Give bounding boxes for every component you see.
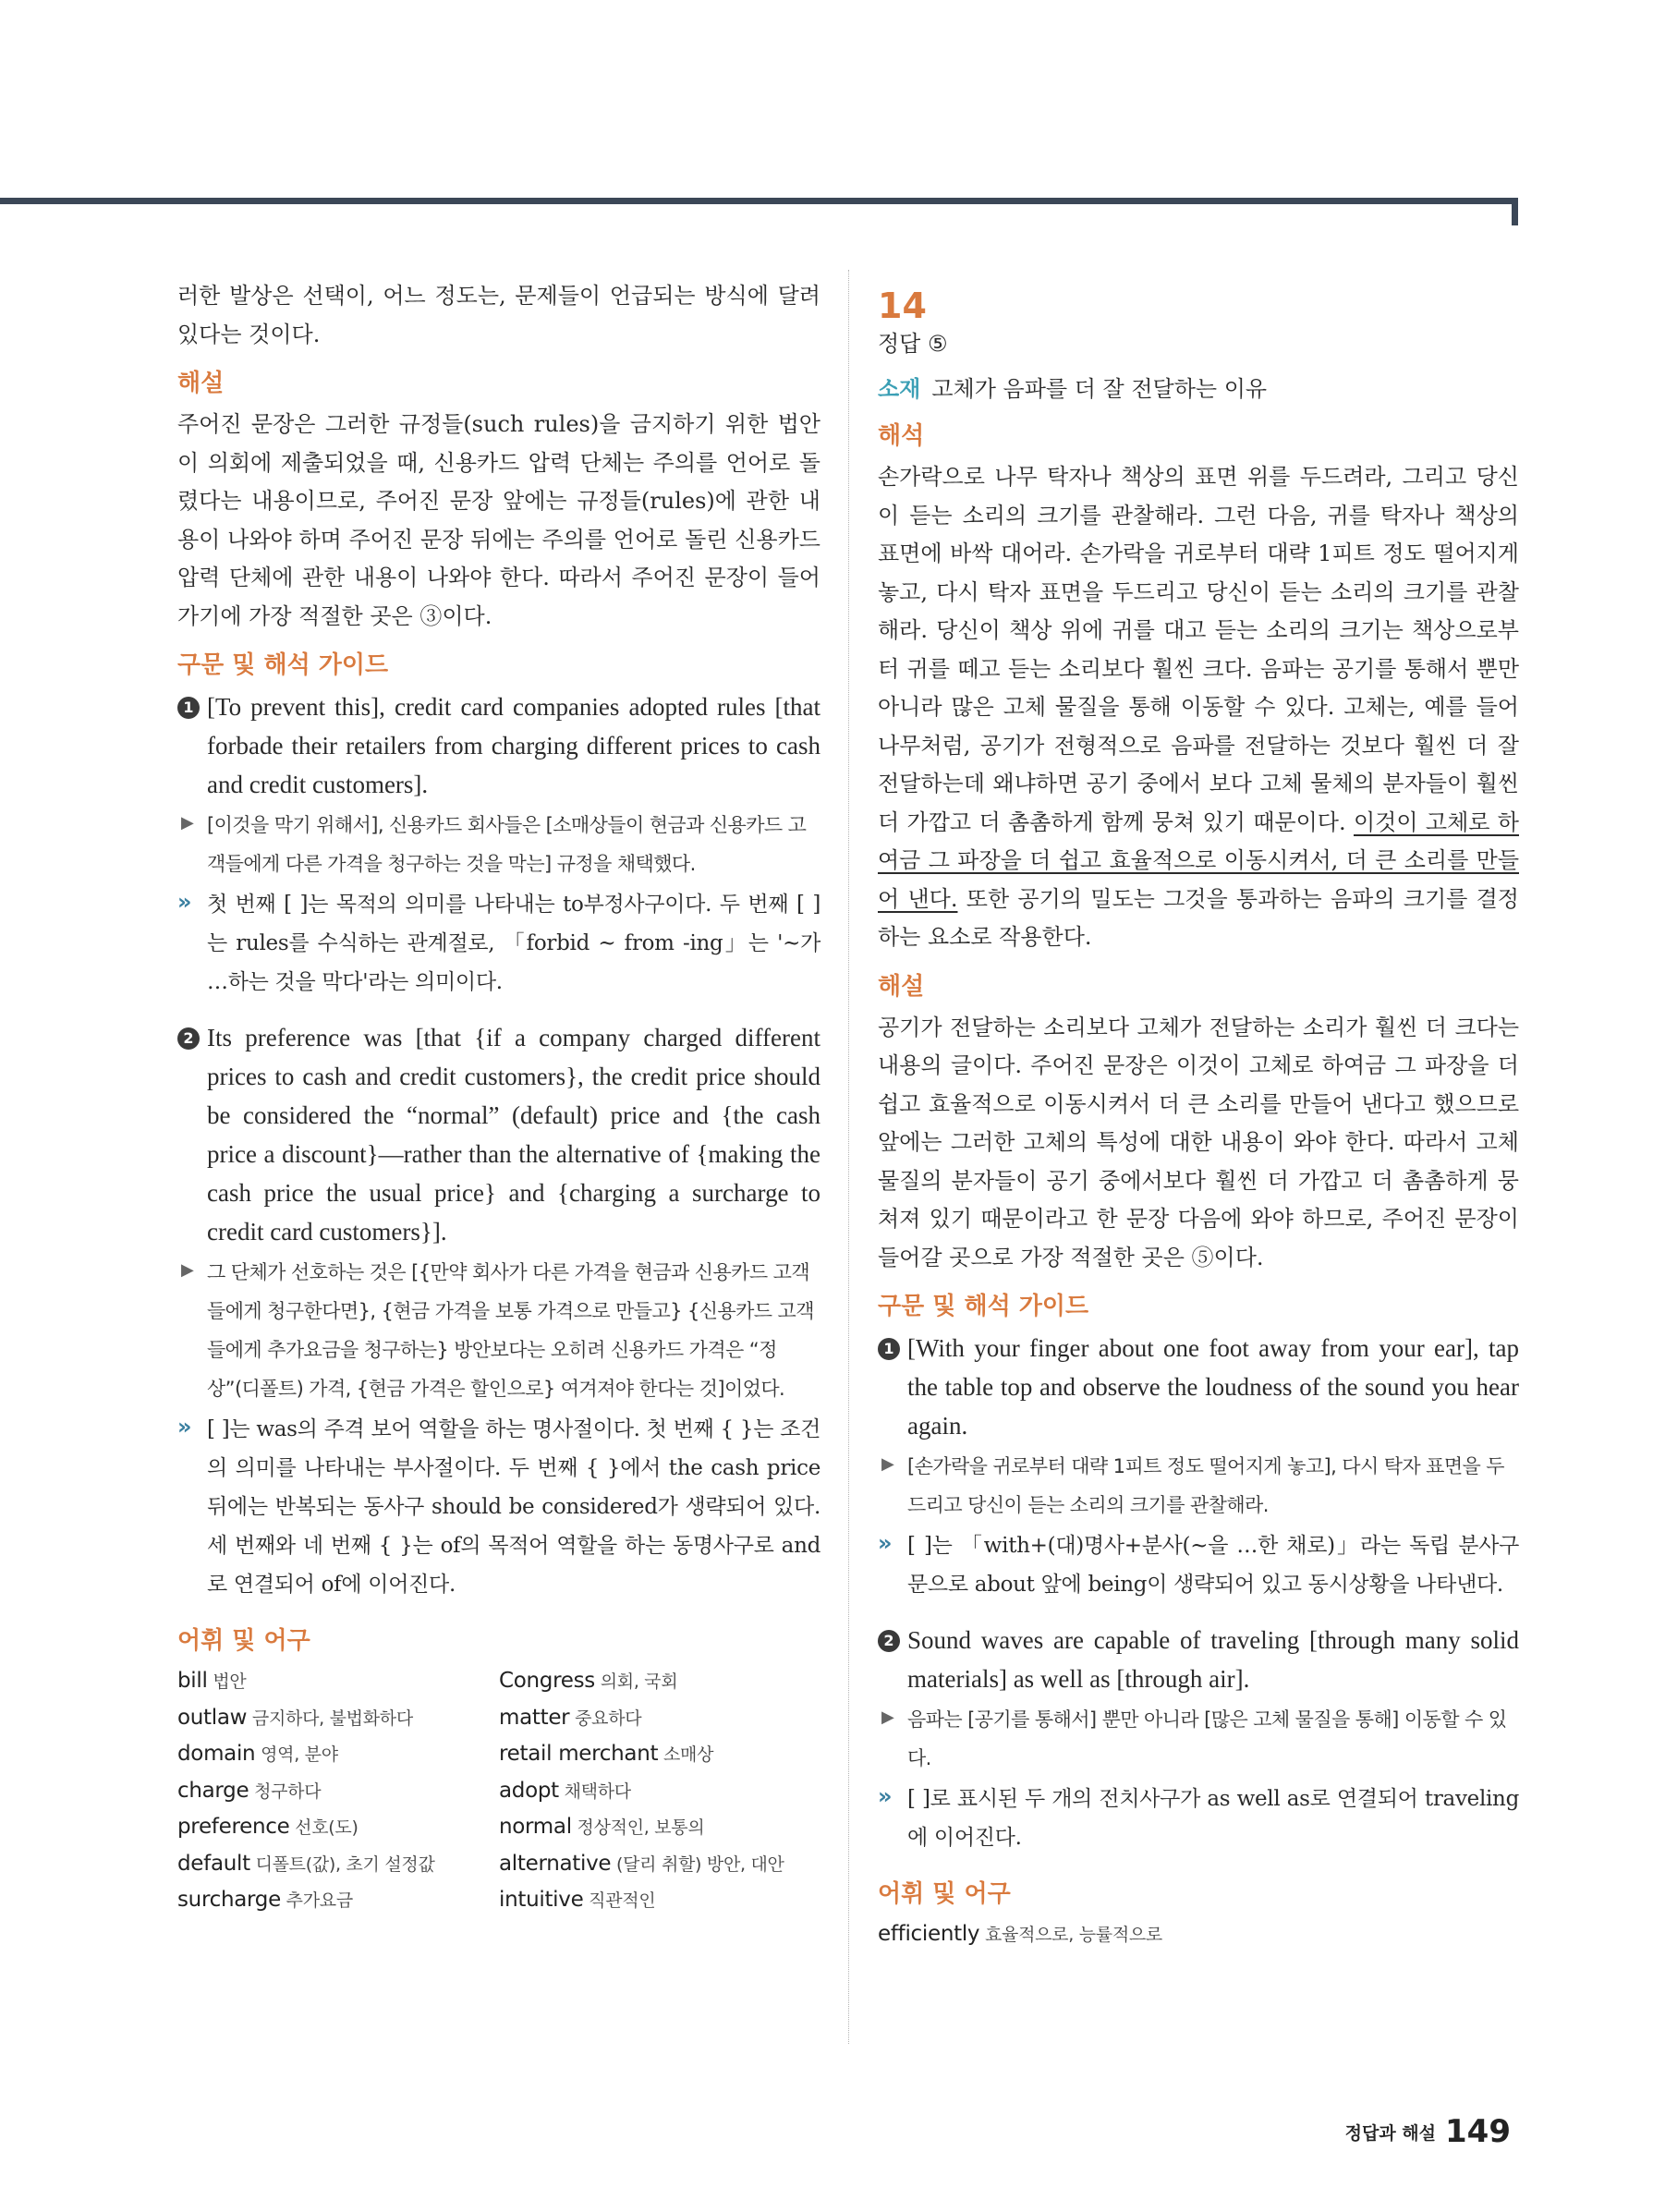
- translation-text: [이것을 막기 위해서], 신용카드 회사들은 [소매상들이 현금과 신용카드 고객들에게 다른 가격을 청구하는 것을 막는] 규정을 채택했다.: [207, 814, 807, 875]
- english-sentence: [With your finger about one foot away from your ear], tap the table top and observe the loudness of the sound you hear again.: [907, 1334, 1519, 1440]
- guide-item-2: [177, 1018, 820, 1251]
- double-chevron-icon: »: [177, 1414, 192, 1440]
- vocab-word: default: [177, 1851, 250, 1876]
- haeseol-heading: 해설: [177, 370, 225, 397]
- vocab-word: Congress: [499, 1669, 595, 1693]
- vocab-word: domain: [177, 1742, 256, 1766]
- vocab-word: outlaw: [177, 1705, 248, 1730]
- vocab-meaning: 디폴트(값), 초기 설정값: [249, 1853, 435, 1875]
- explanation-text: [ ]로 표시된 두 개의 전치사구가 as well as로 연결되어 traveling에 이어진다.: [907, 1787, 1519, 1850]
- vocab-entry: [499, 1663, 820, 1700]
- translation-block: [177, 1253, 820, 1408]
- vocab-entry: [499, 1809, 820, 1846]
- header-rule: [0, 198, 1518, 204]
- vocab-entry: [177, 1736, 499, 1773]
- explanation-text: 첫 번째 [ ]는 목적의 의미를 나타내는 to부정사구이다. 두 번째 [ ]는 rules를 수식하는 관계절로, 「forbid ~ from -ing」는 '~가 …하는 것을 막다'라는 의미이다.: [207, 893, 820, 994]
- explanation-block: [878, 1526, 1519, 1604]
- vocab-meaning: 청구하다: [249, 1781, 322, 1802]
- double-chevron-icon: »: [878, 1530, 893, 1556]
- vocab-entry: [177, 1700, 499, 1737]
- vocab-word: adopt: [499, 1778, 559, 1803]
- vocab-heading: 어휘 및 어구: [177, 1627, 310, 1655]
- haeseok-text: [878, 458, 1519, 957]
- item-number-badge: 1: [878, 1338, 900, 1360]
- vocab-meaning: 효율적으로, 능률적으로: [979, 1925, 1162, 1945]
- vocab-meaning: 금지하다, 불법화하다: [247, 1708, 413, 1729]
- explanation-block: [177, 1410, 820, 1604]
- vocab-word: normal: [499, 1815, 572, 1839]
- footer-label: 정답과 해설: [1344, 2122, 1437, 2144]
- guide-item-1: [878, 1329, 1519, 1445]
- vocab-word: preference: [177, 1815, 290, 1839]
- triangle-marker-icon: ▶: [181, 813, 194, 833]
- vocab-entry: [177, 1882, 499, 1919]
- english-sentence: [To prevent this], credit card companies adopted rules [that forbade their retailers from charging different prices to cash and credit customers].: [207, 693, 820, 798]
- haeseol-text: 공기가 전달하는 소리보다 고체가 전달하는 소리가 훨씬 더 크다는 내용의 글이다. 주어진 문장은 이것이 고체로 하여금 그 파장을 더 쉽고 효율적으로 이동시켜서 더 큰 소리를 만들어 낸다고 했으므로 앞에는 그러한 고체의 특성에 대한 내용이 와야 한다. 따라서 고체 물질의 분자들이 공기 중에서보다 훨씬 더 가깝고 더 촘촘하게 뭉쳐져 있기 때문이라고 한 문장 다음에 와야 하므로, 주어진 문장이 들어갈 곳으로 가장 적절한 곳은 ⑤이다.: [878, 1014, 1519, 1270]
- page-number: 149: [1445, 2113, 1511, 2150]
- translation-block: [878, 1700, 1519, 1778]
- haeseol-text: 주어진 문장은 그러한 규정들(such rules)을 금지하기 위한 법안이 의회에 제출되었을 때, 신용카드 압력 단체는 주의를 언어로 돌렸다는 내용이므로, 주어진 문장 앞에는 규정들(rules)에 관한 내용이 나와야 하며 주어진 문장 뒤에는 주의를 언어로 돌린 신용카드 압력 단체에 관한 내용이 나와야 한다. 따라서 주어진 문장이 들어가기에 가장 적절한 곳은 ③이다.: [177, 411, 820, 629]
- translation-text: 그 단체가 선호하는 것은 [{만약 회사가 다른 가격을 현금과 신용카드 고객들에게 청구한다면}, {현금 가격을 보통 가격으로 만들고} {신용카드 고객들에게 추가요금을 청구하는} 방안보다는 오히려 신용카드 가격은 “정상”(디폴트) 가격, {현금 가격은 할인으로} 여겨져야 한다는 것]이었다.: [207, 1261, 814, 1400]
- vocab-meaning: 의회, 국회: [594, 1671, 678, 1692]
- vocab-list: [878, 1916, 1519, 1953]
- right-column: [878, 277, 1519, 1953]
- vocab-entry: [177, 1663, 499, 1700]
- vocab-word: matter: [499, 1705, 570, 1730]
- left-column: [177, 277, 820, 1919]
- double-chevron-icon: »: [177, 889, 192, 915]
- vocab-meaning: 정상적인, 보통의: [571, 1817, 705, 1838]
- guide-heading: 구문 및 해석 가이드: [878, 1293, 1089, 1320]
- guide-item-1: [177, 687, 820, 804]
- vocab-word: bill: [177, 1669, 208, 1693]
- double-chevron-icon: »: [878, 1783, 893, 1809]
- vocab-meaning: (달리 취할) 방안, 대안: [611, 1853, 784, 1875]
- vocab-entry: [499, 1846, 820, 1883]
- english-sentence: Sound waves are capable of traveling [through many solid materials] as well as [through air].: [907, 1626, 1519, 1693]
- page-footer: [1345, 2113, 1511, 2150]
- translation-text: [손가락을 귀로부터 대략 1피트 정도 떨어지게 놓고], 다시 탁자 표면을 두드리고 당신이 듣는 소리의 크기를 관찰해라.: [907, 1455, 1504, 1516]
- vocab-entry: [499, 1773, 820, 1810]
- vocab-word: charge: [177, 1778, 249, 1803]
- haeseok-heading: 해석: [878, 422, 925, 450]
- vocab-entry: [499, 1882, 820, 1919]
- haeseol-heading: 해설: [878, 972, 925, 1001]
- guide-item-2: [878, 1621, 1519, 1698]
- vocab-entry: [499, 1736, 820, 1773]
- vocab-entry: [177, 1773, 499, 1810]
- vocab-meaning: 채택하다: [558, 1781, 631, 1802]
- haeseok-body: 손가락으로 나무 탁자나 책상의 표면 위를 두드려라, 그리고 당신이 듣는 소리의 크기를 관찰해라. 그런 다음, 귀를 탁자나 책상의 표면에 바싹 대어라. 손가락을 귀로부터 대략 1피트 정도 떨어지게 놓고, 다시 탁자 표면을 두드리고 당신이 듣는 소리의 크기를 관찰해라. 당신이 책상 위에 귀를 대고 듣는 소리의 크기는 책상으로부터 귀를 떼고 듣는 소리보다 훨씬 크다. 음파는 공기를 통해서 뿐만 아니라 많은 고체 물질을 통해 이동할 수 있다. 고체는, 예를 들어 나무처럼, 공기가 전형적으로 음파를 전달하는 것보다 훨씬 더 잘 전달하는데 왜냐하면 공기 중에서 보다 고체 물체의 분자들이 훨씬 더 가깝고 더 촘촘하게 함께 뭉쳐 있기 때문이다.: [878, 464, 1519, 835]
- vocab-entry: [177, 1809, 499, 1846]
- topic-text: 고체가 음파를 더 잘 전달하는 이유: [931, 376, 1268, 402]
- triangle-marker-icon: ▶: [181, 1260, 194, 1280]
- english-sentence: Its preference was [that {if a company charged different prices to cash and credit customers}, the credit price should be considered the “normal” (default) price and {the cash price a discount}—rather than the alternative of {making the cash price the usual price} and {charging a surcharge to credit card customers}].: [207, 1024, 820, 1246]
- haeseok-tail: 또한 공기의 밀도는 그것을 통과하는 음파의 크기를 결정하는 요소로 작용한다.: [878, 885, 1519, 950]
- intro-text: 러한 발상은 선택이, 어느 정도는, 문제들이 언급되는 방식에 달려있다는 것이다.: [177, 283, 820, 347]
- vocab-meaning: 중요하다: [569, 1708, 642, 1729]
- item-number-badge: 2: [878, 1630, 900, 1652]
- column-divider: [848, 270, 849, 2044]
- vocab-word: intuitive: [499, 1888, 584, 1912]
- vocab-entry: [177, 1846, 499, 1883]
- answer-line: 정답 ⑤: [878, 331, 948, 357]
- vocab-heading: 어휘 및 어구: [878, 1880, 1011, 1908]
- topic-line: [878, 371, 1519, 407]
- vocab-word: alternative: [499, 1851, 612, 1876]
- item-number-badge: 2: [177, 1027, 200, 1050]
- vocab-meaning: 추가요금: [280, 1890, 353, 1911]
- explanation-text: [ ]는 「with+(대)명사+분사(~을 …한 채로)」라는 독립 분사구문으로 about 앞에 being이 생략되어 있고 동시상황을 나타낸다.: [907, 1534, 1519, 1597]
- header-rule-tick: [1512, 198, 1518, 225]
- triangle-marker-icon: ▶: [881, 1454, 894, 1474]
- vocab-word: surcharge: [177, 1888, 281, 1912]
- explanation-block: [878, 1780, 1519, 1857]
- vocab-word: retail merchant: [499, 1742, 659, 1766]
- question-number: 14: [878, 286, 927, 326]
- explanation-text: [ ]는 was의 주격 보어 역할을 하는 명사절이다. 첫 번째 { }는 조건의 의미를 나타내는 부사절이다. 두 번째 { }에서 the cash price 뒤에는 반복되는 동사구 should be considered가 생략되어 있다. 세 번째와 네 번째 { }는 of의 목적어 역할을 하는 동명사구로 and로 연결되어 of에 이어진다.: [207, 1417, 820, 1597]
- translation-text: 음파는 [공기를 통해서] 뿐만 아니라 [많은 고체 물질을 통해] 이동할 수 있다.: [907, 1708, 1507, 1769]
- vocab-meaning: 영역, 분야: [255, 1744, 338, 1765]
- explanation-block: [177, 885, 820, 1002]
- vocab-word: efficiently: [878, 1922, 980, 1946]
- vocab-list: [177, 1663, 820, 1919]
- vocab-meaning: 직관적인: [583, 1890, 656, 1911]
- vocab-meaning: 소매상: [658, 1744, 714, 1765]
- translation-block: [177, 806, 820, 883]
- haeseok-underlined: 이것이 고체로 하여금 그 파장을 더 쉽고 효율적으로 이동시켜서, 더 큰 소리를 만들어 낸다.: [878, 808, 1519, 912]
- guide-heading: 구문 및 해석 가이드: [177, 651, 389, 679]
- item-number-badge: 1: [177, 697, 200, 719]
- topic-label: 소재: [878, 376, 921, 402]
- vocab-entry: [878, 1916, 1199, 1953]
- vocab-entry: [499, 1700, 820, 1737]
- vocab-meaning: 선호(도): [289, 1817, 359, 1838]
- triangle-marker-icon: ▶: [881, 1708, 894, 1727]
- vocab-meaning: 법안: [207, 1671, 247, 1692]
- translation-block: [878, 1447, 1519, 1525]
